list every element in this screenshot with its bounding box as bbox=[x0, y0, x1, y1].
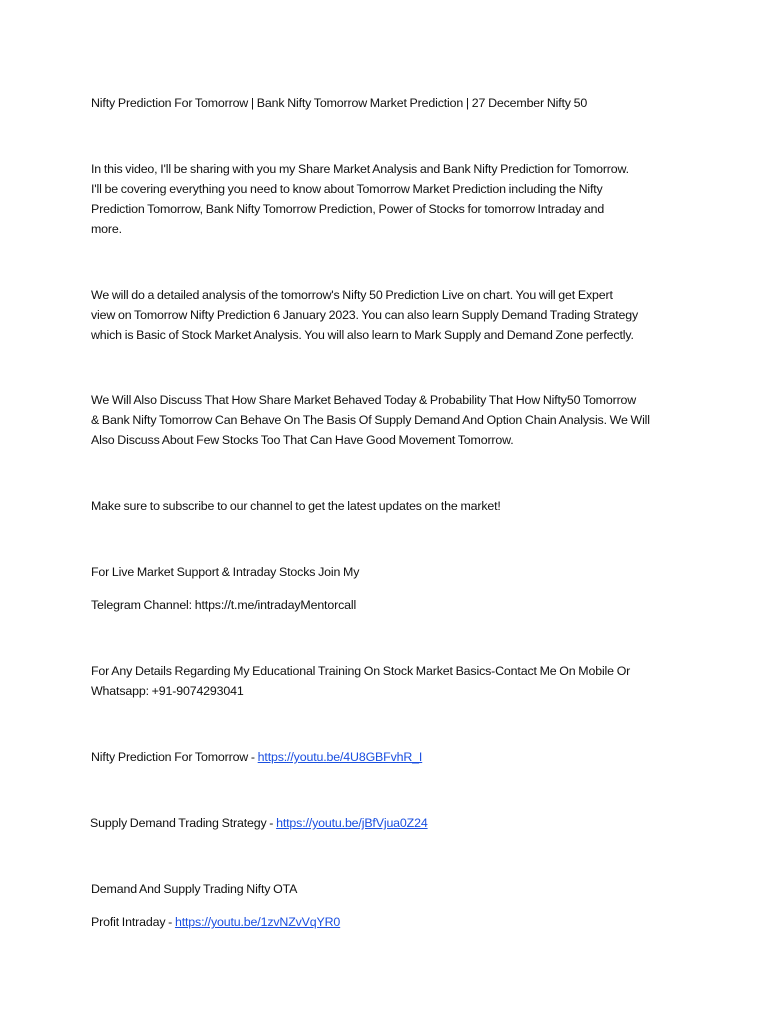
paragraph-line: Prediction Tomorrow, Bank Nifty Tomorrow Prediction, Power of Stocks for tomorrow Intraday and bbox=[91, 202, 605, 216]
contact-paragraph bbox=[91, 661, 691, 701]
supply-demand-link-row bbox=[90, 813, 690, 833]
nifty-prediction-link[interactable]: https://youtu.be/4U8GBFvhR_I bbox=[257, 750, 423, 764]
link-label: Supply Demand Trading Strategy - bbox=[90, 816, 277, 830]
live-support-paragraph: For Live Market Support & Intraday Stocks Join My bbox=[91, 565, 360, 579]
profit-intraday-link-row bbox=[91, 912, 691, 932]
subscribe-paragraph: Make sure to subscribe to our channel to get the latest updates on the market! bbox=[91, 499, 501, 513]
document-title: Nifty Prediction For Tomorrow | Bank Nifty Tomorrow Market Prediction | 27 December Nifty 50 bbox=[91, 96, 588, 110]
link-label: Profit Intraday - bbox=[91, 915, 175, 929]
paragraph-line: & Bank Nifty Tomorrow Can Behave On The Basis Of Supply Demand And Option Chain Analysis. We Will bbox=[91, 413, 650, 427]
paragraph-line: Whatsapp: +91-9074293041 bbox=[91, 684, 244, 698]
link-label: Nifty Prediction For Tomorrow - bbox=[91, 750, 258, 764]
telegram-paragraph: Telegram Channel: https://t.me/intradayMentorcall bbox=[91, 598, 357, 612]
analysis-paragraph bbox=[91, 285, 691, 345]
paragraph-line: We Will Also Discuss That How Share Market Behaved Today & Probability That How Nifty50 Tomorrow bbox=[91, 393, 637, 407]
paragraph-line: which is Basic of Stock Market Analysis. You will also learn to Mark Supply and Demand Zone perfectly. bbox=[91, 328, 634, 342]
paragraph-line: We will do a detailed analysis of the tomorrow's Nifty 50 Prediction Live on chart. You will get Expert bbox=[91, 288, 613, 302]
paragraph-line: In this video, I'll be sharing with you my Share Market Analysis and Bank Nifty Prediction for Tomorrow. bbox=[91, 162, 629, 176]
profit-intraday-link[interactable]: https://youtu.be/1zvNZvVqYR0 bbox=[174, 915, 341, 929]
nifty-prediction-link-row bbox=[91, 747, 691, 767]
paragraph-line: more. bbox=[91, 222, 122, 236]
paragraph-line: Also Discuss About Few Stocks Too That Can Have Good Movement Tomorrow. bbox=[91, 433, 514, 447]
ota-heading: Demand And Supply Trading Nifty OTA bbox=[91, 882, 298, 896]
paragraph-line: view on Tomorrow Nifty Prediction 6 January 2023. You can also learn Supply Demand Trading Strategy bbox=[91, 308, 639, 322]
paragraph-line: For Any Details Regarding My Educational Training On Stock Market Basics-Contact Me On Mobile Or bbox=[91, 664, 631, 678]
paragraph-line: I'll be covering everything you need to know about Tomorrow Market Prediction including the Nifty bbox=[91, 182, 603, 196]
discussion-paragraph bbox=[91, 390, 691, 450]
intro-paragraph bbox=[91, 159, 691, 239]
supply-demand-link[interactable]: https://youtu.be/jBfVjua0Z24 bbox=[276, 816, 428, 830]
